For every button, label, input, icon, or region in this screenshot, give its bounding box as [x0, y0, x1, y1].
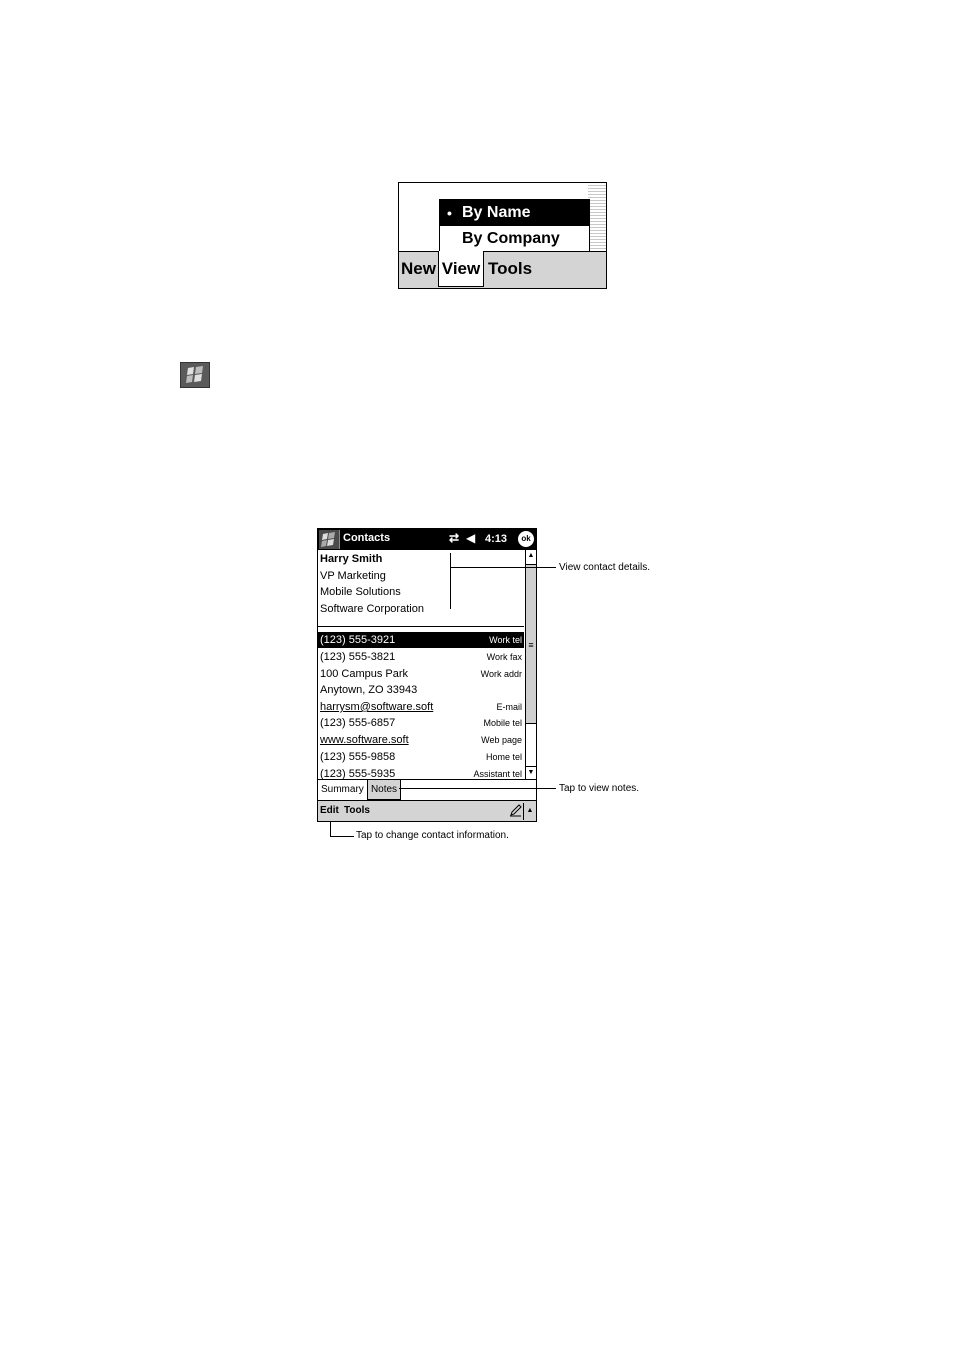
view-menu-figure	[398, 182, 607, 289]
field-value: (123) 555-5935	[320, 768, 396, 779]
callout-view-notes: Tap to view notes.	[559, 783, 640, 794]
field-label: Work fax	[486, 652, 522, 662]
tab-summary[interactable]: Summary	[321, 784, 364, 795]
callout-bracket	[450, 553, 451, 609]
callout-edit: Tap to change contact information.	[356, 830, 509, 841]
contact-job-title: VP Marketing	[320, 570, 386, 582]
app-title: Contacts	[343, 532, 391, 544]
field-row[interactable]	[318, 732, 524, 748]
callout-leader	[399, 788, 556, 789]
field-row[interactable]	[318, 682, 524, 698]
menu-bar	[399, 251, 606, 288]
vertical-scrollbar[interactable]	[525, 550, 536, 779]
field-label: Mobile tel	[483, 718, 522, 728]
callout-leader	[330, 836, 354, 837]
field-label: Assistant tel	[473, 769, 522, 779]
ok-button[interactable]: ok	[518, 531, 534, 547]
field-row[interactable]	[318, 749, 524, 765]
start-button[interactable]	[319, 530, 340, 549]
selected-bullet-icon: •	[447, 205, 452, 221]
field-value: 100 Campus Park	[320, 668, 409, 680]
field-value: Anytown, ZO 33943	[320, 684, 418, 696]
menu-new[interactable]: New	[401, 259, 436, 278]
menu-item-by-name[interactable]	[440, 200, 589, 226]
contact-department: Software Corporation	[320, 603, 424, 615]
view-popup-menu	[439, 199, 590, 253]
contact-summary	[318, 550, 524, 779]
background-stripes	[588, 183, 606, 255]
callout-leader	[330, 822, 331, 836]
sync-icon[interactable]: ⇄	[449, 531, 460, 545]
field-row[interactable]	[318, 632, 524, 648]
field-label: Home tel	[485, 752, 522, 762]
field-value: (123) 555-3821	[320, 651, 396, 663]
menu-item-label: By Name	[462, 204, 531, 221]
field-label: E-mail	[496, 702, 522, 712]
field-row[interactable]	[318, 649, 524, 665]
windows-flag-icon	[319, 530, 339, 549]
contact-company: Mobile Solutions	[320, 586, 401, 598]
divider	[318, 626, 524, 627]
menu-tools[interactable]: Tools	[488, 259, 533, 278]
web-link[interactable]: www.software.soft	[320, 734, 409, 746]
field-row[interactable]	[318, 766, 524, 779]
sip-arrow-icon[interactable]: ▲	[523, 803, 536, 820]
field-label: Web page	[481, 735, 522, 745]
command-bar	[318, 800, 536, 822]
callout-view-details: View contact details.	[559, 562, 650, 573]
menu-item-by-company[interactable]	[440, 226, 589, 252]
scroll-down-arrow-icon[interactable]: ▼	[526, 766, 536, 779]
field-value: (123) 555-6857	[320, 717, 396, 729]
email-link[interactable]: harrysm@software.soft	[320, 701, 434, 713]
scroll-up-arrow-icon[interactable]: ▲	[527, 552, 535, 559]
field-row[interactable]	[318, 699, 524, 715]
field-row[interactable]	[318, 715, 524, 731]
windows-flag-icon	[180, 362, 210, 388]
field-label: Work addr	[480, 669, 522, 679]
menu-view[interactable]: View	[438, 251, 484, 287]
callout-leader	[450, 567, 556, 568]
title-bar	[318, 529, 536, 550]
clock[interactable]: 4:13	[485, 533, 508, 545]
contact-name: Harry Smith	[320, 553, 383, 565]
menu-item-label: By Company	[462, 230, 560, 247]
field-row[interactable]	[318, 666, 524, 682]
edit-menu[interactable]: Edit	[320, 805, 339, 816]
tools-menu[interactable]: Tools	[344, 805, 370, 816]
field-label: Work tel	[489, 635, 522, 645]
speaker-icon[interactable]: ◀	[466, 531, 476, 545]
field-value: (123) 555-9858	[320, 751, 396, 763]
pen-icon[interactable]	[509, 803, 522, 820]
scroll-thumb[interactable]: ≡	[526, 564, 536, 724]
contacts-screen	[317, 528, 537, 822]
tab-strip	[318, 779, 536, 800]
field-value: (123) 555-3921	[320, 634, 396, 646]
tab-notes[interactable]: Notes	[367, 780, 401, 800]
